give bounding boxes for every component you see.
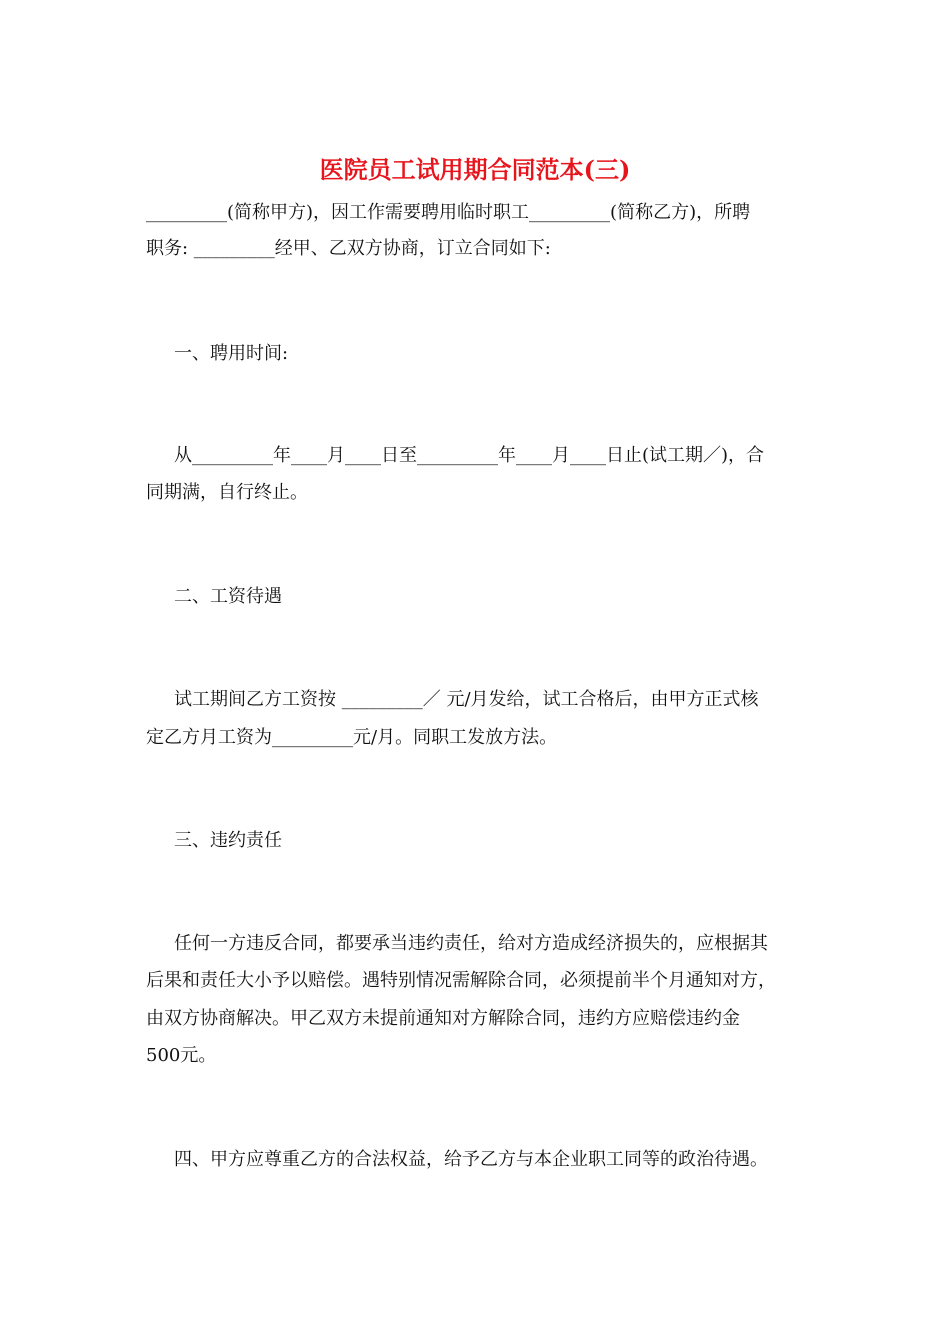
section-1-heading: 一、聘用时间: [174,343,289,364]
section-4-text: 四、甲方应尊重乙方的合法权益，给予乙方与本企业职工同等的政治待遇。 [174,1149,768,1170]
intro-line-1: _________(简称甲方)，因工作需要聘用临时职工_________(简称乙方)，所聘 [146,202,751,223]
section-3-line-2: 后果和责任大小予以赔偿。遇特别情况需解除合同，必须提前半个月通知对方， [146,970,776,991]
intro-line-2: 职务: _________经甲、乙双方协商，订立合同如下: [146,238,551,259]
section-3-line-4: 500元。 [146,1045,217,1066]
section-2-heading: 二、工资待遇 [174,586,282,607]
document-title: 医院员工试用期合同范本(三) [319,155,631,184]
section-2-line-1: 试工期间乙方工资按 _________／ 元/月发给，试工合格后，由甲方正式核 [174,689,759,710]
section-1-line-1: 从_________年____月____日至_________年____月____日止(试工期／)，合 [174,445,765,466]
section-1-line-2: 同期满，自行终止。 [146,482,308,503]
section-3-line-3: 由双方协商解决。甲乙双方未提前通知对方解除合同，违约方应赔偿违约金 [146,1008,740,1029]
section-2-line-2: 定乙方月工资为_________元/月。同职工发放方法。 [146,727,558,748]
section-3-line-1: 任何一方违反合同，都要承当违约责任，给对方造成经济损失的，应根据其 [174,933,768,954]
section-3-heading: 三、违约责任 [174,830,282,851]
